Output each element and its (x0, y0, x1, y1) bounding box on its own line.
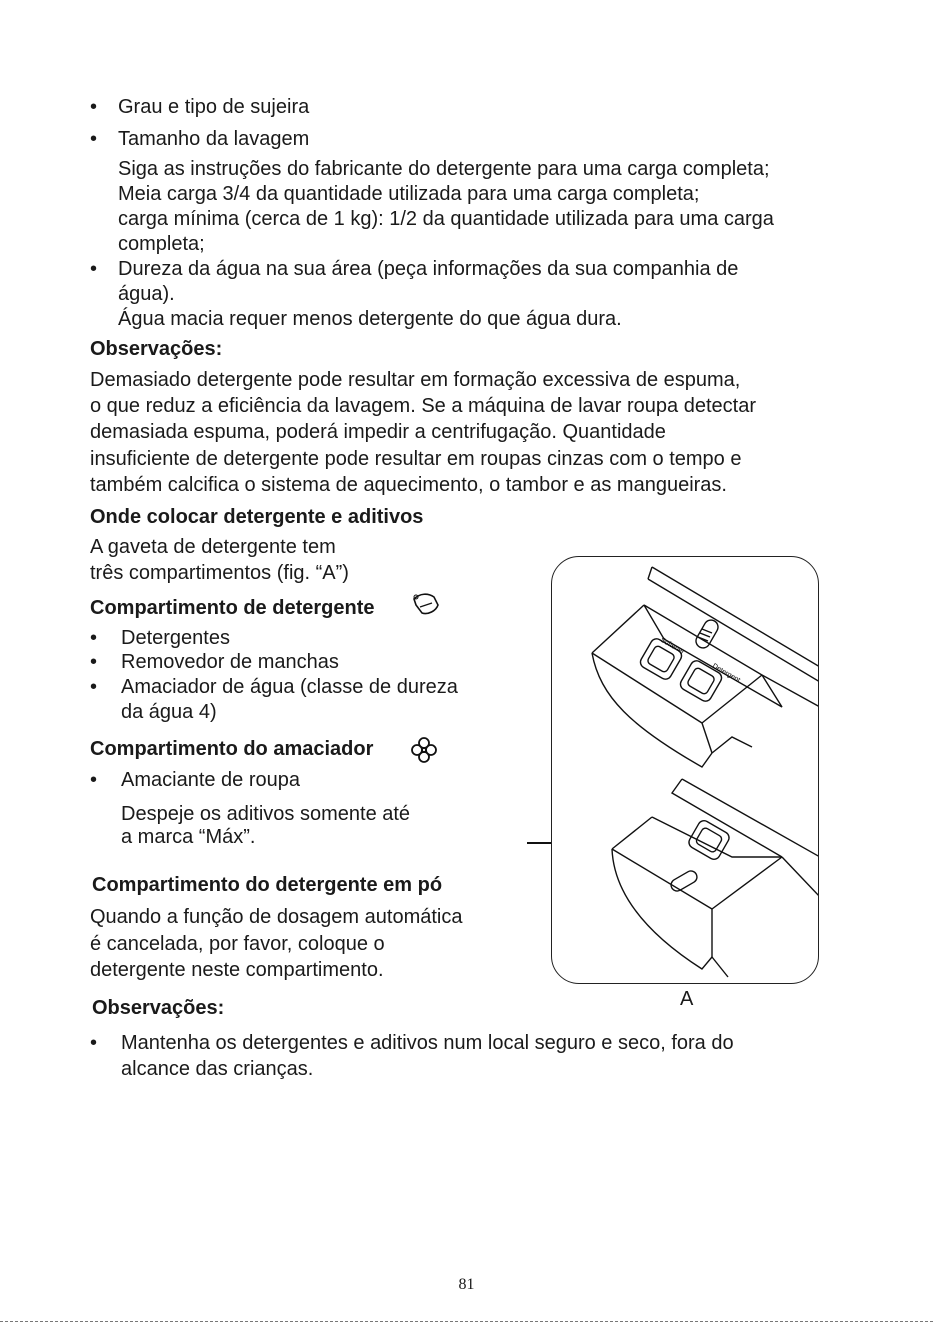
bullet-text: Detergentes (121, 627, 230, 649)
paragraph-line: Meia carga 3/4 da quantidade utilizada para uma carga completa; (118, 183, 700, 205)
figure-label: A (680, 988, 694, 1010)
bullet-text: Tamanho da lavagem (118, 128, 310, 150)
bullet-text: Mantenha os detergentes e aditivos num local seguro e seco, fora do (121, 1032, 734, 1054)
paragraph-line: demasiada espuma, poderá impedir a centrifugação. Quantidade (90, 421, 666, 443)
bullet-dot: • (90, 1032, 98, 1054)
detergent-drawer-illustration (552, 557, 819, 984)
paragraph-line: três compartimentos (fig. “A”) (90, 562, 349, 584)
bullet-dot: • (90, 676, 98, 698)
paragraph-line: Quando a função de dosagem automática (90, 906, 463, 928)
bullet-text: Amaciante de roupa (121, 769, 301, 791)
bullet-dot: • (90, 96, 98, 118)
section-heading: Compartimento do detergente em pó (92, 874, 443, 896)
bullet-dot: • (90, 769, 98, 791)
paragraph-line: o que reduz a eficiência da lavagem. Se a máquina de lavar roupa detectar (90, 395, 756, 417)
bullet-text: Dureza da água na sua área (peça informações da sua companhia de (118, 258, 739, 280)
bullet-dot: • (90, 627, 98, 649)
bullet-text: Grau e tipo de sujeira (118, 96, 310, 118)
section-heading: Onde colocar detergente e aditivos (90, 506, 424, 528)
paragraph-line: Demasiado detergente pode resultar em formação excessiva de espuma, (90, 369, 741, 391)
section-heading: Observações: (90, 338, 223, 360)
paragraph-line: A gaveta de detergente tem (90, 536, 336, 558)
bullet-dot: • (90, 651, 98, 673)
paragraph-line: completa; (118, 233, 205, 255)
detergent-icon (410, 591, 442, 619)
paragraph-line: também calcifica o sistema de aquecimento, o tambor e as mangueiras. (90, 474, 727, 496)
detergent-drawer-label: Detergent (711, 662, 742, 685)
bullet-dot: • (90, 258, 98, 280)
paragraph-line: insuficiente de detergente pode resultar em roupas cinzas com o tempo e (90, 448, 742, 470)
figure-a-frame (551, 556, 819, 984)
page-bottom-rule (0, 1321, 933, 1322)
section-heading: Compartimento de detergente (90, 597, 375, 619)
paragraph-line: da água 4) (121, 701, 217, 723)
paragraph-line: Água macia requer menos detergente do que água dura. (118, 308, 622, 330)
paragraph-line: a marca “Máx”. (121, 826, 256, 848)
bullet-dot: • (90, 128, 98, 150)
paragraph-line: é cancelada, por favor, coloque o (90, 933, 385, 955)
paragraph-line: carga mínima (cerca de 1 kg): 1/2 da quantidade utilizada para uma carga (118, 208, 774, 230)
paragraph-line: Siga as instruções do fabricante do detergente para uma carga completa; (118, 158, 770, 180)
softener-drawer-label: Softener (659, 636, 686, 656)
section-heading: Compartimento do amaciador (90, 738, 374, 760)
bullet-text: Removedor de manchas (121, 651, 339, 673)
flower-softener-icon (409, 736, 439, 764)
bullet-text: Amaciador de água (classe de dureza (121, 676, 458, 698)
paragraph-line: detergente neste compartimento. (90, 959, 384, 981)
paragraph-line: Despeje os aditivos somente até (121, 803, 411, 825)
paragraph-line: alcance das crianças. (121, 1058, 314, 1080)
paragraph-line: água). (118, 283, 175, 305)
page-number: 81 (458, 1276, 475, 1293)
section-heading: Observações: (92, 997, 225, 1019)
